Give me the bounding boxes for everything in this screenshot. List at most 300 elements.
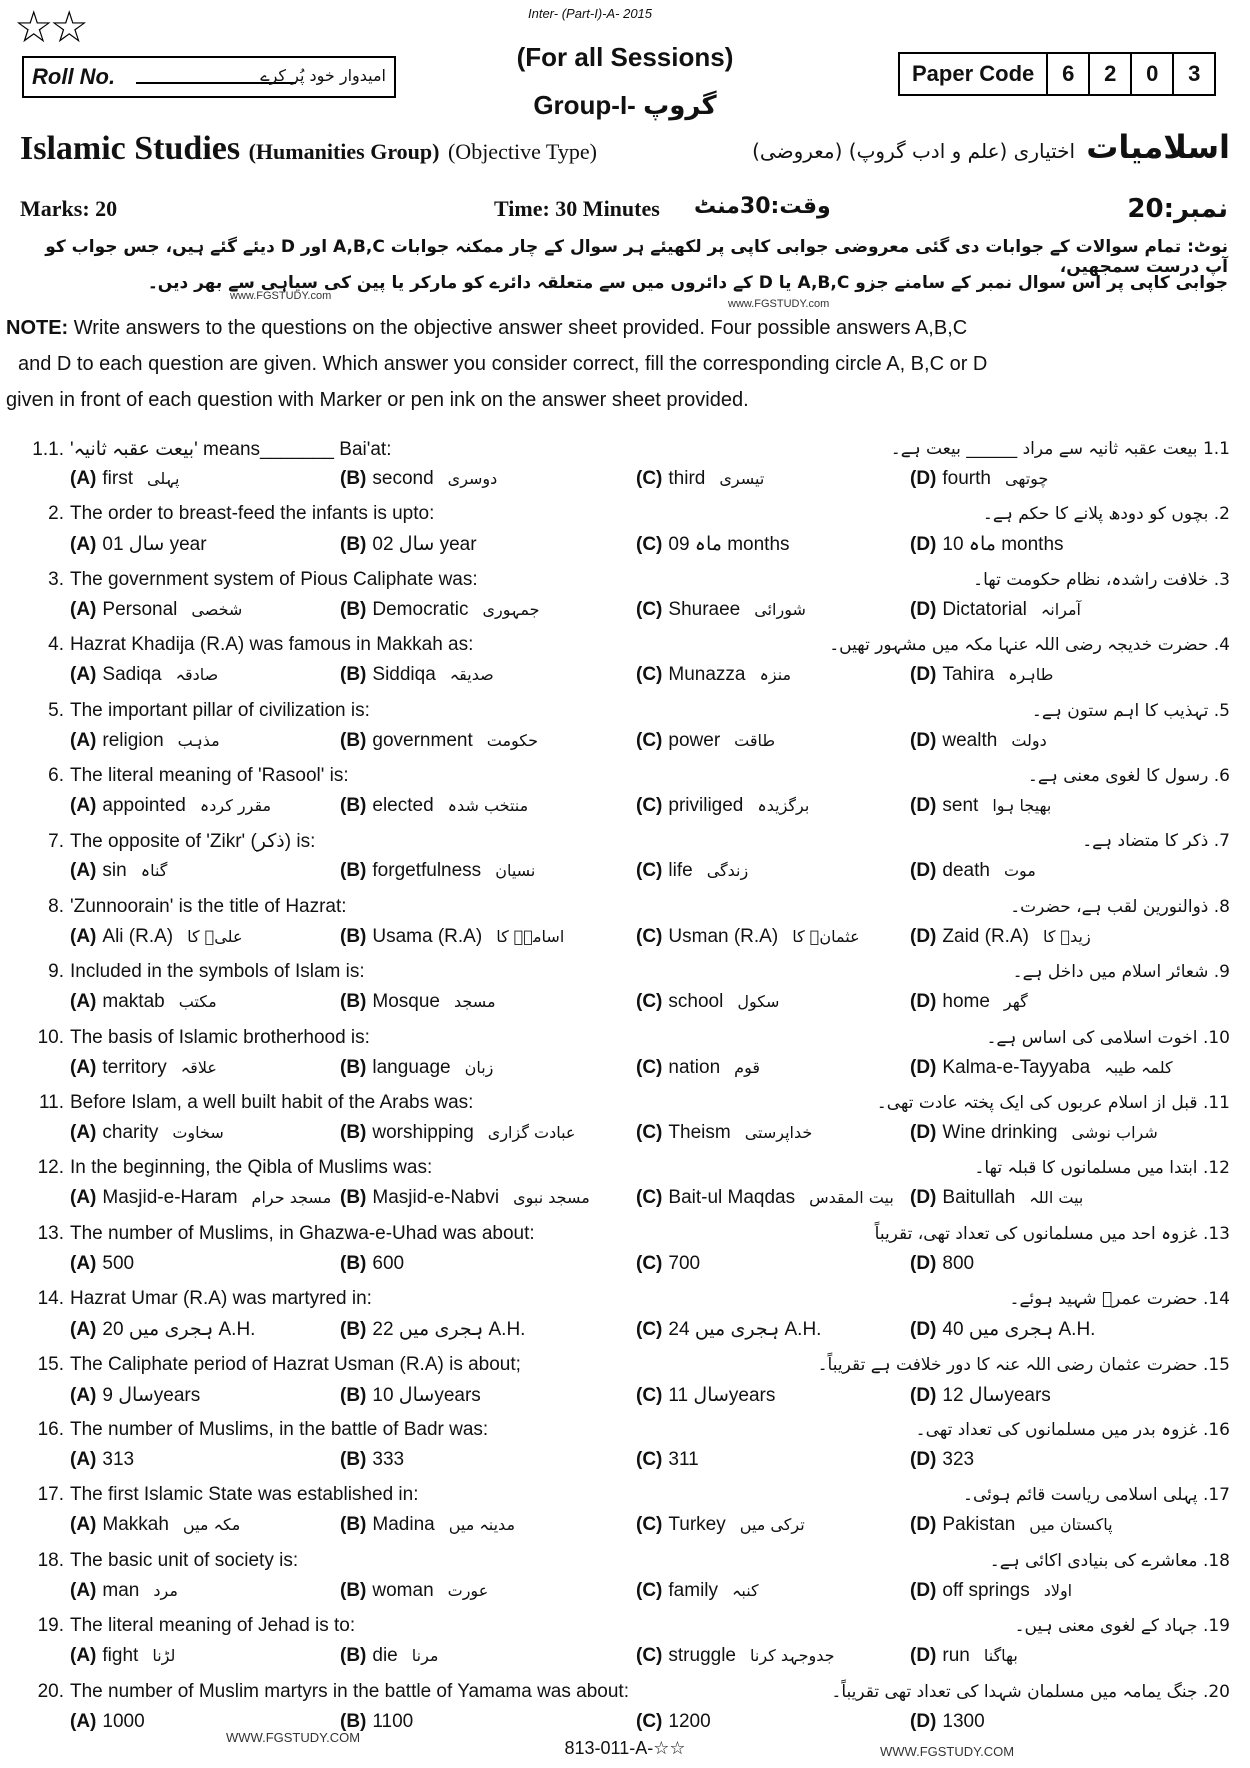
question-text: 'بیعت عقبہ ثانیہ' means_______ Bai'at: (70, 439, 392, 460)
option-letter: (A) (70, 991, 97, 1012)
question-urdu (1082, 830, 1230, 851)
option-urdu: زیدؓ کا (1042, 927, 1091, 946)
time-label: Time: 30 Minutes (494, 196, 660, 221)
option-a (70, 1580, 178, 1602)
question-options-row (0, 1187, 1250, 1217)
option-letter: (C) (636, 468, 663, 489)
question-stem (22, 765, 349, 787)
question-stem (22, 634, 473, 656)
option-letter: (C) (636, 599, 663, 620)
question-stem (22, 1223, 535, 1245)
option-a (70, 1253, 148, 1275)
question-urdu (829, 634, 1230, 655)
option-c (636, 599, 806, 621)
option-letter: (B) (340, 1319, 367, 1340)
option-letter: (B) (340, 1187, 367, 1208)
question-urdu (983, 503, 1230, 524)
option-urdu: مدینہ میں (448, 1515, 516, 1534)
question-number-urdu: 5. (1213, 701, 1230, 721)
question-number: 12. (37, 1157, 64, 1178)
option-urdu: شورائی (754, 600, 806, 619)
question-stem (22, 1484, 418, 1506)
option-text: سال 11years (668, 1385, 776, 1406)
question-options-row (0, 1514, 1250, 1544)
option-text: priviliged (668, 795, 744, 816)
paper-title-urdu-sub: اختیاری (علم و ادب گروپ) (معروضی) (752, 139, 1076, 163)
question-stem (22, 1550, 298, 1572)
question-stem (22, 830, 315, 853)
question-text-urdu: معاشرے کی بنیادی اکائی ہے۔ (989, 1551, 1198, 1571)
option-text: Dictatorial (942, 599, 1027, 620)
question-stem-row (0, 1223, 1250, 1253)
option-text: life (668, 860, 693, 881)
option-d (910, 991, 1028, 1013)
question-stem-row (0, 765, 1250, 795)
option-c (636, 1318, 835, 1341)
option-urdu: سخاوت (172, 1123, 224, 1142)
question-text-urdu: پہلی اسلامی ریاست قائم ہوئی۔ (963, 1485, 1198, 1505)
option-b (340, 1187, 590, 1209)
option-b (340, 1057, 493, 1079)
marks-label-urdu: نمبر:20 (1127, 194, 1228, 224)
question-text: Included in the symbols of Islam is: (70, 961, 365, 982)
option-letter: (A) (70, 1319, 97, 1340)
option-letter: (B) (340, 730, 367, 751)
option-d (910, 1384, 1065, 1407)
option-d (910, 664, 1053, 686)
question-options-row (0, 1122, 1250, 1152)
option-b (340, 1253, 418, 1275)
question-stem-row (0, 503, 1250, 533)
option-text: 700 (668, 1253, 701, 1274)
option-b (340, 1645, 438, 1667)
question-number: 20. (37, 1681, 64, 1702)
option-letter: (C) (636, 1122, 663, 1143)
option-letter: (B) (340, 860, 367, 881)
option-a (70, 860, 167, 882)
question-text-urdu: جنگ یمامہ میں مسلمان شہدا کی تعداد تھی تقریباً۔ (831, 1682, 1198, 1702)
question-urdu (963, 1484, 1230, 1505)
option-text: ماہ 10 months (942, 534, 1064, 555)
option-c (636, 1187, 894, 1209)
option-text: language (372, 1057, 451, 1078)
question-text: Hazrat Khadija (R.A) was famous in Makkah as: (70, 634, 474, 655)
option-letter: (D) (910, 1711, 937, 1732)
option-urdu: بھاگنا (983, 1646, 1018, 1665)
option-text: Turkey (668, 1514, 726, 1535)
question-stem-row (0, 1615, 1250, 1645)
paper-title (20, 130, 597, 168)
option-c (636, 730, 775, 752)
option-urdu: منتخب شدہ (447, 796, 529, 815)
question-urdu (818, 1354, 1230, 1375)
option-a (70, 991, 217, 1013)
option-urdu: جدوجہد کرنا (750, 1646, 835, 1665)
question-number-urdu: 4. (1213, 635, 1230, 655)
option-d (910, 468, 1048, 490)
question-number: 16. (37, 1419, 64, 1440)
question-stem-row (0, 896, 1250, 926)
question-text-urdu: قبل از اسلام عربوں کی ایک پختہ عادت تھی۔ (876, 1093, 1198, 1113)
option-urdu: کنبہ (732, 1581, 759, 1600)
option-a (70, 795, 271, 817)
watermark: WWW.FGSTUDY.COM (880, 1744, 1015, 1759)
option-text: سال 01 year (102, 534, 207, 555)
option-d (910, 926, 1091, 948)
option-c (636, 468, 764, 490)
option-c (636, 1580, 759, 1602)
option-b (340, 468, 497, 490)
option-letter: (A) (70, 1122, 97, 1143)
option-a (70, 1711, 159, 1733)
option-text: 1200 (668, 1711, 711, 1732)
question-stem-row (0, 1550, 1250, 1580)
option-d (910, 730, 1047, 752)
question-urdu (1028, 765, 1230, 786)
option-letter: (A) (70, 599, 97, 620)
note-english-line-1: NOTE: Write answers to the questions on the objective answer sheet provided. Four possible answers A,B,C (6, 317, 968, 339)
option-b (340, 1122, 575, 1144)
question-text-urdu: غزوہ احد میں مسلمانوں کی تعداد تھی، تقریباً (874, 1224, 1198, 1244)
paper-code-digit: 6 (1048, 54, 1090, 94)
option-text: 500 (102, 1253, 135, 1274)
question-number: 9. (48, 961, 64, 982)
question-stem (22, 1092, 473, 1114)
option-b (340, 1514, 515, 1536)
option-d (910, 1711, 999, 1733)
question-text-urdu: حضرت عمرؓ شہید ہوئے۔ (1009, 1289, 1198, 1309)
question-stem (22, 569, 478, 591)
option-c (636, 1057, 760, 1079)
option-urdu: موت (1003, 861, 1036, 880)
option-a (70, 1122, 224, 1144)
question-options-row (0, 1318, 1250, 1348)
option-letter: (C) (636, 795, 663, 816)
option-letter: (A) (70, 1187, 97, 1208)
option-text: 600 (372, 1253, 405, 1274)
option-urdu: اولاد (1043, 1581, 1073, 1600)
option-c (636, 926, 860, 948)
option-letter: (B) (340, 926, 367, 947)
question-stem (22, 1615, 355, 1637)
question-options-row (0, 533, 1250, 563)
option-letter: (C) (636, 1057, 663, 1078)
question-text-urdu: غزوہ بدر میں مسلمانوں کی تعداد تھی۔ (915, 1420, 1198, 1440)
option-urdu: ترکی میں (739, 1515, 805, 1534)
question-stem-row (0, 1681, 1250, 1711)
option-letter: (D) (910, 1385, 937, 1406)
question-number: 14. (37, 1288, 64, 1309)
option-text: government (372, 730, 473, 751)
question-number-urdu: 10. (1202, 1028, 1230, 1048)
question-text: Before Islam, a well built habit of the Arabs was: (70, 1092, 474, 1113)
watermark: www.FGSTUDY.com (230, 290, 332, 302)
option-b (340, 926, 564, 948)
question-number-urdu: 1.1 (1202, 439, 1230, 459)
note-urdu-line-2: جوابی کاپی پر اس سوال نمبر کے سامنے جزو A,B,C یا D کے دائروں میں سے متعلقہ دائرے کو مارکر یا پین کی سیاہی سے بھر دیں۔ (147, 273, 1228, 293)
option-a (70, 468, 179, 490)
option-letter: (D) (910, 664, 937, 685)
question-stem-row (0, 1092, 1250, 1122)
question-number-urdu: 20. (1202, 1682, 1230, 1702)
option-text: ماہ 09 months (668, 534, 790, 555)
question-number: 1.1. (32, 439, 64, 460)
option-letter: (A) (70, 1057, 97, 1078)
option-d (910, 1122, 1158, 1144)
note-english-label: NOTE: (6, 317, 69, 339)
option-b (340, 991, 496, 1013)
option-c (636, 533, 804, 556)
option-text: 40 ہجری میں A.H. (942, 1319, 1096, 1340)
question-options-row (0, 599, 1250, 629)
option-letter: (A) (70, 468, 97, 489)
paper-title-type: (Objective Type) (447, 139, 597, 164)
option-text: Shuraee (668, 599, 741, 620)
question-number: 5. (48, 700, 64, 721)
question-number-urdu: 2. (1213, 504, 1230, 524)
option-text: Makkah (102, 1514, 169, 1535)
question-text: The first Islamic State was established in: (70, 1484, 419, 1505)
option-urdu: پہلی (147, 469, 180, 488)
paper-code-label: Paper Code (900, 54, 1048, 94)
question-urdu (1032, 700, 1230, 721)
option-a (70, 1449, 148, 1471)
question-options-row (0, 1645, 1250, 1675)
question-number: 6. (48, 765, 64, 786)
option-urdu: مرد (153, 1581, 178, 1600)
option-letter: (C) (636, 1449, 663, 1470)
question-stem (22, 1157, 432, 1179)
question-number-urdu: 13. (1202, 1224, 1230, 1244)
option-urdu: شراب نوشی (1071, 1123, 1158, 1142)
option-text: sent (942, 795, 979, 816)
option-text: 311 (668, 1449, 699, 1470)
option-text: power (668, 730, 721, 751)
option-letter: (B) (340, 991, 367, 1012)
option-letter: (C) (636, 926, 663, 947)
paper-code-digit: 3 (1188, 61, 1201, 86)
question-urdu (990, 1550, 1230, 1571)
question-options-row (0, 1057, 1250, 1087)
option-text: family (668, 1580, 719, 1601)
option-letter: (C) (636, 1385, 663, 1406)
option-text: 800 (942, 1253, 975, 1274)
option-letter: (A) (70, 1580, 97, 1601)
question-stem-row (0, 1157, 1250, 1187)
question-urdu (831, 1681, 1230, 1702)
question-stem (22, 1288, 372, 1310)
option-urdu: قوم (734, 1058, 760, 1077)
option-letter: (B) (340, 468, 367, 489)
option-letter: (C) (636, 534, 663, 555)
option-urdu: نسیان (495, 861, 536, 880)
footer-code: 813-011-A-☆☆ (564, 1738, 686, 1758)
option-text: elected (372, 795, 434, 816)
option-urdu: علیؓ کا (187, 927, 243, 946)
option-text: wealth (942, 730, 998, 751)
option-a (70, 1645, 175, 1667)
option-d (910, 1057, 1173, 1079)
option-c (636, 795, 809, 817)
option-a (70, 664, 218, 686)
option-c (636, 1122, 812, 1144)
option-text: maktab (102, 991, 165, 1012)
option-urdu: عثمانؓ کا (792, 927, 860, 946)
question-number-urdu: 16. (1202, 1420, 1230, 1440)
question-text: The number of Muslim martyrs in the battle of Yamama was about: (70, 1681, 629, 1702)
option-letter: (C) (636, 1514, 663, 1535)
question-options-row (0, 991, 1250, 1021)
option-text: Bait-ul Maqdas (668, 1187, 796, 1208)
option-letter: (B) (340, 1645, 367, 1666)
option-text: third (668, 468, 706, 489)
option-letter: (B) (340, 1385, 367, 1406)
question-urdu (986, 1027, 1230, 1048)
option-text: Mosque (372, 991, 440, 1012)
roll-number-urdu: امیدوار خود پُر کرے (260, 66, 386, 85)
question-number-urdu: 17. (1202, 1485, 1230, 1505)
option-text: Kalma-e-Tayyaba (942, 1057, 1091, 1078)
option-letter: (C) (636, 1645, 663, 1666)
question-stem (22, 438, 392, 461)
option-text: 20 ہجری میں A.H. (102, 1319, 256, 1340)
paper-title-group: (Humanities Group) (248, 139, 440, 164)
question-stem (22, 1027, 370, 1049)
option-letter: (D) (910, 1449, 937, 1470)
option-a (70, 926, 242, 948)
option-d (910, 1187, 1083, 1209)
question-stem (22, 896, 347, 918)
option-letter: (B) (340, 534, 367, 555)
option-text: 1100 (372, 1711, 414, 1732)
question-number-urdu: 18. (1202, 1551, 1230, 1571)
option-text: سال 10years (372, 1385, 481, 1406)
question-number-urdu: 7. (1213, 831, 1230, 851)
question-text: The number of Muslims, in Ghazwa-e-Uhad was about: (70, 1223, 535, 1244)
option-text: worshipping (372, 1122, 474, 1143)
option-letter: (D) (910, 1057, 937, 1078)
option-letter: (D) (910, 1122, 937, 1143)
option-urdu: زندگی (706, 861, 749, 880)
question-options-row (0, 1384, 1250, 1414)
option-letter: (B) (340, 1514, 367, 1535)
option-letter: (A) (70, 664, 97, 685)
option-b (340, 599, 540, 621)
option-text: fight (102, 1645, 139, 1666)
option-text: Personal (102, 599, 178, 620)
option-text: 333 (372, 1449, 405, 1470)
question-number: 10. (37, 1027, 64, 1048)
question-number-urdu: 11. (1202, 1093, 1230, 1113)
option-text: forgetfulness (372, 860, 482, 881)
option-text: Wine drinking (942, 1122, 1058, 1143)
option-d (910, 1449, 988, 1471)
option-d (910, 533, 1078, 556)
paper-title-main: Islamic Studies (20, 130, 241, 167)
option-letter: (C) (636, 1319, 663, 1340)
question-options-row (0, 664, 1250, 694)
question-stem (22, 1419, 488, 1441)
question-text: The basis of Islamic brotherhood is: (70, 1027, 370, 1048)
option-urdu: زبان (464, 1058, 494, 1077)
option-text: Sadiqa (102, 664, 162, 685)
note-english-line-2: and D to each question are given. Which answer you consider correct, fill the corresponding circle A, B,C or D (18, 353, 988, 375)
question-text: The important pillar of civilization is: (70, 700, 370, 721)
question-number-urdu: 6. (1213, 766, 1230, 786)
paper-code-digit: 2 (1090, 54, 1132, 94)
question-number: 4. (48, 634, 64, 655)
exam-reference: Inter- (Part-I)-A- 2015 (528, 6, 653, 21)
option-text: Zaid (R.A) (942, 926, 1029, 947)
option-urdu: مقرر کردہ (199, 796, 272, 815)
option-urdu: حکومت (486, 731, 539, 750)
option-text: سال 12years (942, 1385, 1051, 1406)
stars-mark: ☆☆ (14, 3, 85, 52)
option-letter: (A) (70, 795, 97, 816)
option-text: Theism (668, 1122, 731, 1143)
option-text: 24 ہجری میں A.H. (668, 1319, 822, 1340)
question-stem-row (0, 830, 1250, 860)
option-c (636, 991, 779, 1013)
option-letter: (D) (910, 795, 937, 816)
question-urdu (1010, 896, 1230, 917)
question-urdu (916, 1419, 1230, 1440)
option-urdu: عبادت گزاری (487, 1123, 576, 1142)
question-stem-row (0, 438, 1250, 468)
option-urdu: بیت اللہ (1029, 1188, 1084, 1207)
option-text: Baitullah (942, 1187, 1016, 1208)
option-urdu: مسجد حرام (251, 1188, 332, 1207)
option-urdu: مکتب (178, 992, 217, 1011)
option-letter: (C) (636, 1187, 663, 1208)
option-text: run (942, 1645, 970, 1666)
option-b (340, 795, 528, 817)
question-urdu (974, 1157, 1230, 1178)
question-options-row (0, 1449, 1250, 1479)
option-urdu: گھر (1003, 992, 1028, 1011)
option-urdu: طاقت (734, 731, 776, 750)
question-number: 8. (48, 896, 64, 917)
option-text: sin (102, 860, 127, 881)
option-letter: (B) (340, 1253, 367, 1274)
option-text: سال 9years (102, 1385, 201, 1406)
option-letter: (B) (340, 1711, 367, 1732)
option-urdu: شخصی (191, 600, 243, 619)
question-stem-row (0, 1419, 1250, 1449)
option-letter: (B) (340, 664, 367, 685)
option-d (910, 1253, 988, 1275)
question-number: 3. (48, 569, 64, 590)
option-b (340, 730, 538, 752)
question-number: 2. (48, 503, 64, 524)
question-options-row (0, 926, 1250, 956)
option-d (910, 1514, 1113, 1536)
option-urdu: چوتھی (1004, 469, 1049, 488)
option-letter: (B) (340, 1580, 367, 1601)
option-d (910, 1645, 1018, 1667)
option-a (70, 1384, 214, 1407)
option-text: Usama (R.A) (372, 926, 483, 947)
option-d (910, 1318, 1109, 1341)
watermark: WWW.FGSTUDY.COM (226, 1730, 361, 1745)
question-number: 19. (37, 1615, 64, 1636)
question-text-urdu: حضرت عثمان رضی اللہ عنہ کا دور خلافت ہے تقریباً۔ (817, 1355, 1198, 1375)
option-letter: (A) (70, 1253, 97, 1274)
option-text: سال 02 year (372, 534, 477, 555)
question-stem-row (0, 700, 1250, 730)
option-letter: (B) (340, 1449, 367, 1470)
option-text: appointed (102, 795, 186, 816)
